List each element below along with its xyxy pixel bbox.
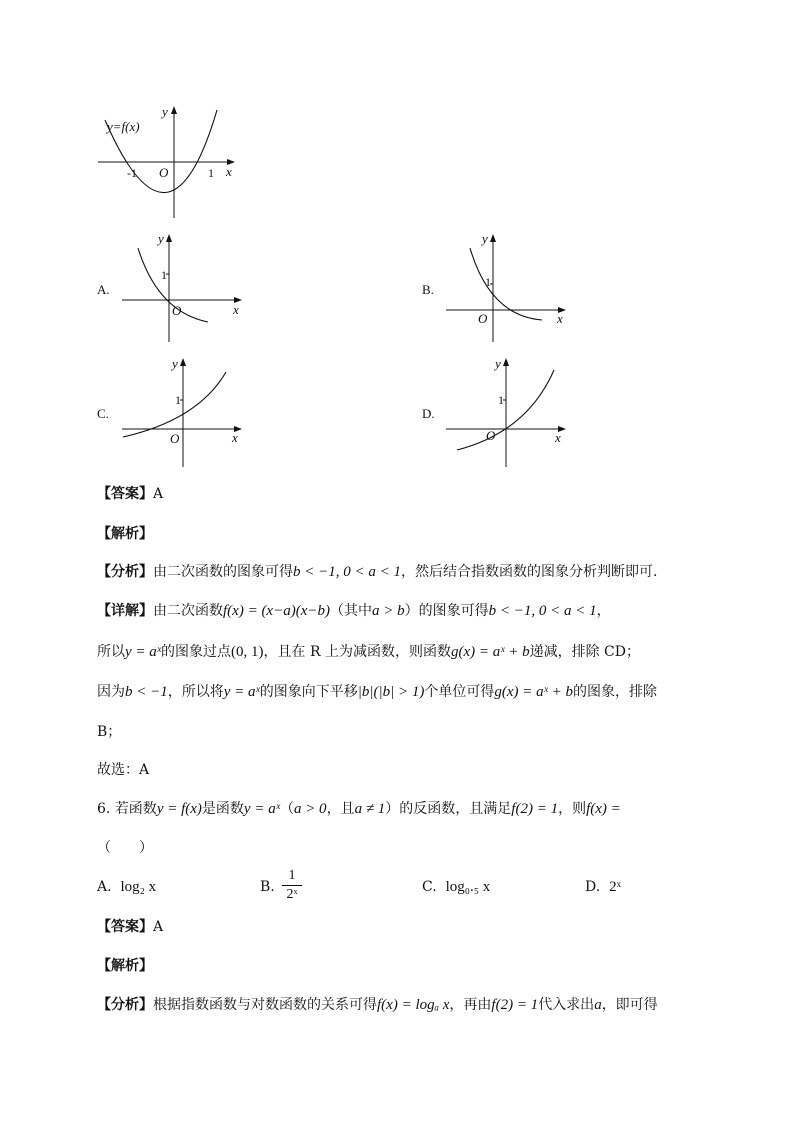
q5-analysis-tag: 【解析】 xyxy=(97,526,153,542)
q6-analysis xyxy=(97,956,153,976)
q5-fenxi-math: b < −1, 0 < a < 1 xyxy=(293,564,401,580)
option-a-label: A. xyxy=(97,282,110,297)
q6-paren-text: （ ） xyxy=(97,840,153,856)
q6-option-a-label: A. xyxy=(97,879,112,895)
q5-fenxi-text-b: ，然后结合指数函数的图象分析判断即可. xyxy=(401,564,658,580)
q5-line3-d: 个单位可得 xyxy=(424,684,495,700)
q5-answer xyxy=(97,484,163,504)
option-d-o: O xyxy=(486,428,496,443)
q6-math2: y = aˣ xyxy=(243,801,280,817)
q6-text-e: ）的反函数，且满足 xyxy=(385,801,512,817)
option-d-y: y xyxy=(495,356,501,371)
q5-detail xyxy=(97,601,611,621)
q6-analysis-tag: 【解析】 xyxy=(97,958,153,974)
option-d-label: D. xyxy=(422,406,435,421)
q5-line3-c: 的图象向下平移 xyxy=(259,684,358,700)
q6-answer xyxy=(97,917,163,937)
q6-fenxi-math2: f(2) = 1 xyxy=(491,997,539,1013)
option-d-graph xyxy=(442,352,572,470)
option-c-x: x xyxy=(232,430,238,445)
q6-option-a-text: log₂ x xyxy=(120,879,157,895)
main-curve-label: y=f(x) xyxy=(107,119,140,134)
main-tick-neg: -1 xyxy=(127,166,137,180)
option-b-graph xyxy=(442,230,572,345)
q5-line3-b: ，所以将 xyxy=(167,684,224,700)
option-c-graph xyxy=(118,352,248,470)
q6-option-a xyxy=(97,877,156,897)
option-a-graph xyxy=(118,230,248,345)
q6-text-f: ，则 xyxy=(558,801,587,817)
q5-line3 xyxy=(97,682,657,702)
option-c-y: y xyxy=(172,356,178,371)
q6-math4: a ≠ 1 xyxy=(354,801,386,817)
q6-option-b-fraction xyxy=(280,868,304,903)
q6-text-a: 若函数 xyxy=(114,801,157,817)
q5-choose xyxy=(97,760,149,780)
q5-line4 xyxy=(97,722,121,742)
q5-answer-value: A xyxy=(153,486,164,502)
q5-detail-tag: 【详解】 xyxy=(97,603,153,619)
option-b-one: 1 xyxy=(485,275,491,289)
q6-math6: f(x) = xyxy=(586,801,621,817)
q6-fenxi-text-b: ，再由 xyxy=(449,997,492,1013)
main-x-label: x xyxy=(226,164,232,179)
q5-fenxi-tag: 【分析】 xyxy=(97,564,153,580)
q6-option-d xyxy=(585,877,621,897)
q6-fenxi-math1: f(x) = logₐ x xyxy=(377,997,450,1013)
main-origin-label: O xyxy=(159,165,169,180)
option-d-x: x xyxy=(555,430,561,445)
option-b-y: y xyxy=(482,231,488,246)
q5-fenxi xyxy=(97,562,657,582)
main-y-label: y xyxy=(162,104,168,119)
option-a-x: x xyxy=(233,302,239,317)
option-d-one: 1 xyxy=(498,393,504,407)
q6-stem xyxy=(97,799,621,819)
option-c-one: 1 xyxy=(175,393,181,407)
q6-fenxi-tag: 【分析】 xyxy=(97,997,153,1013)
fraction-bar xyxy=(282,885,302,886)
option-c-o: O xyxy=(170,431,180,446)
option-c-label: C. xyxy=(97,406,109,421)
q5-line3-math1: b < −1 xyxy=(125,684,168,700)
q6-text-c: （ xyxy=(279,801,294,817)
q6-fenxi xyxy=(97,995,658,1015)
q6-paren xyxy=(97,838,153,858)
q5-detail-text-b: （其中 xyxy=(329,603,372,619)
q5-detail-math-f: f(x) = (x−a)(x−b) xyxy=(223,603,330,619)
q5-detail-math-cond: a > b xyxy=(371,603,405,619)
option-a-y: y xyxy=(158,231,164,246)
q6-math3: a > 0 xyxy=(293,801,327,817)
q5-detail-text-a: 由二次函数 xyxy=(153,603,223,619)
option-b-label: B. xyxy=(422,282,434,297)
q6-text-d: ，且 xyxy=(326,801,355,817)
option-b-x: x xyxy=(557,311,563,326)
option-b-o: O xyxy=(478,311,488,326)
q5-fenxi-text-a: 由二次函数的图象可得 xyxy=(153,564,293,580)
q5-line3-e: 的图象，排除 xyxy=(573,684,658,700)
q6-answer-value: A xyxy=(153,919,164,935)
q5-line2-a: 所以 xyxy=(97,644,125,660)
q6-option-c xyxy=(422,877,490,897)
q5-detail-end: ， xyxy=(596,603,611,619)
q5-analysis xyxy=(97,524,153,544)
q5-line2-math3: g(x) = aˣ + b xyxy=(450,644,530,660)
q6-option-b-den: 2ˣ xyxy=(286,887,298,902)
q5-line2-math2: (0, 1) xyxy=(231,644,264,660)
q5-line3-math2: y = aˣ xyxy=(223,684,260,700)
q6-option-d-text: 2ˣ xyxy=(609,879,621,895)
main-figure xyxy=(95,100,245,225)
q5-line2-math1: y = aˣ xyxy=(125,644,162,660)
q6-option-b-label: B. xyxy=(260,879,275,895)
q5-line3-math4: g(x) = aˣ + b xyxy=(494,684,574,700)
q6-option-c-label: C. xyxy=(422,879,437,895)
q6-math5: f(2) = 1 xyxy=(511,801,559,817)
q5-answer-tag: 【答案】 xyxy=(97,486,153,502)
option-a-o: O xyxy=(172,303,182,318)
q6-text-b: 是函数 xyxy=(201,801,244,817)
q6-option-c-text: log₀.₅ x xyxy=(445,879,491,895)
q5-detail-text-c: ）的图象可得 xyxy=(404,603,489,619)
q5-line2-d: 递减，排除 CD； xyxy=(529,644,640,660)
q5-choose-text: 故选：A xyxy=(97,762,150,778)
q5-detail-math-res: b < −1, 0 < a < 1 xyxy=(488,603,597,619)
q5-line2 xyxy=(97,642,640,662)
q6-math1: y = f(x) xyxy=(156,801,202,817)
q6-option-b xyxy=(260,877,275,897)
q6-fenxi-text-d: ，即可得 xyxy=(601,997,658,1013)
q6-fenxi-text-a: 根据指数函数与对数函数的关系可得 xyxy=(153,997,377,1013)
q6-fenxi-text-c: 代入求出 xyxy=(538,997,595,1013)
q5-line4-text: B； xyxy=(97,724,122,740)
q6-number: 6. xyxy=(97,801,111,817)
q5-line3-a: 因为 xyxy=(97,684,125,700)
q5-line2-b: 的图象过点 xyxy=(161,644,232,660)
main-tick-pos: 1 xyxy=(208,166,214,180)
q6-fenxi-math3: a xyxy=(594,997,602,1013)
q5-line3-math3: |b|(|b| > 1) xyxy=(357,684,425,700)
q6-answer-tag: 【答案】 xyxy=(97,919,153,935)
q5-line2-c: ，且在 R 上为减函数，则函数 xyxy=(263,644,451,660)
option-a-one: 1 xyxy=(161,268,167,282)
q6-option-b-num: 1 xyxy=(288,868,296,883)
q6-option-d-label: D. xyxy=(585,879,601,895)
